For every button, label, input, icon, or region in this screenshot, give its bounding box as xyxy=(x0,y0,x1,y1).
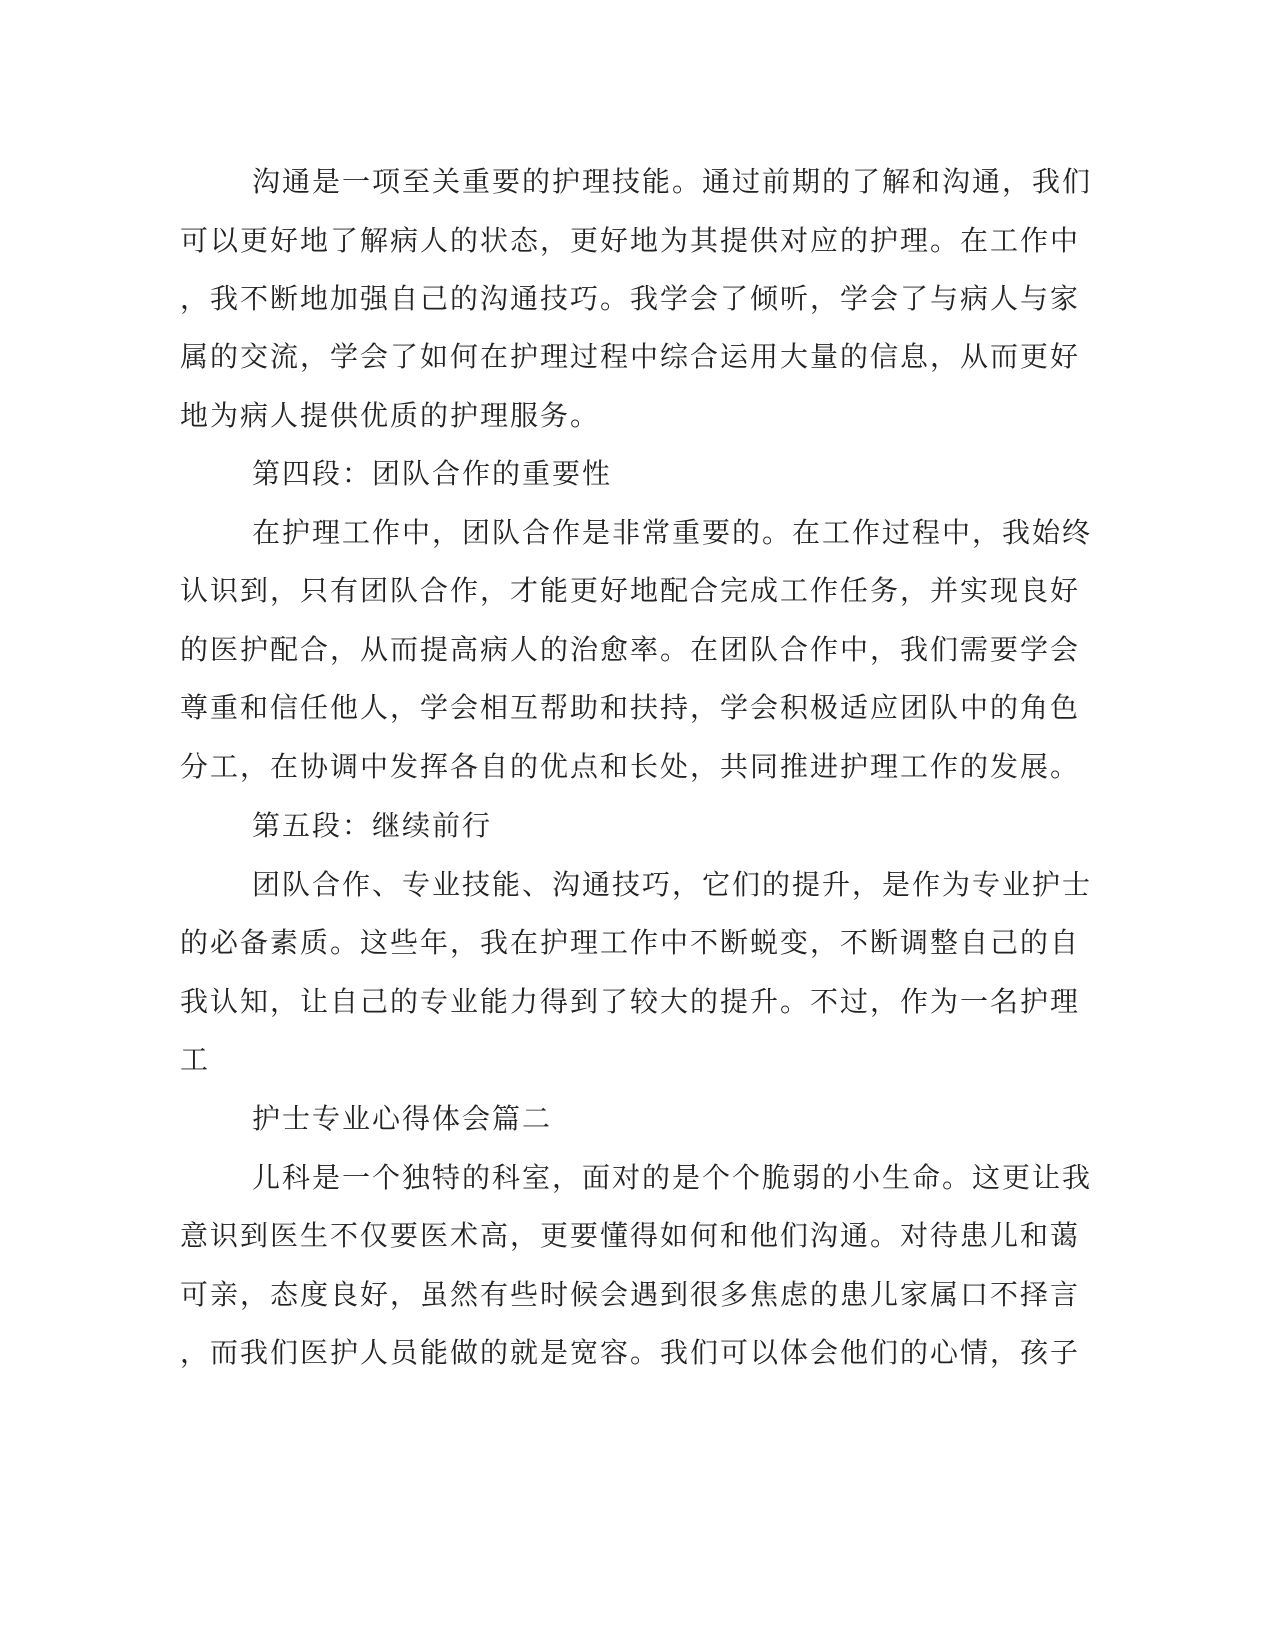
text-line: 沟通是一项至关重要的护理技能。通过前期的了解和沟通，我们 xyxy=(252,165,1093,198)
text-line: 分工，在协调中发挥各自的优点和长处，共同推进护理工作的发展。 xyxy=(180,750,1081,783)
text-line: 的必备素质。这些年，我在护理工作中不断蜕变，不断调整自己的自 xyxy=(180,926,1081,959)
section-heading: 第四段：团队合作的重要性 xyxy=(252,457,613,490)
section-heading: 护士专业心得体会篇二 xyxy=(252,1102,553,1135)
section-heading: 第五段：继续前行 xyxy=(252,809,493,842)
text-line: 儿科是一个独特的科室，面对的是个个脆弱的小生命。这更让我 xyxy=(252,1161,1093,1194)
text-line: 认识到，只有团队合作，才能更好地配合完成工作任务，并实现良好 xyxy=(180,574,1081,607)
text-line: 可亲，态度良好，虽然有些时候会遇到很多焦虑的患儿家属口不择言 xyxy=(180,1278,1081,1311)
text-line: 我认知，让自己的专业能力得到了较大的提升。不过，作为一名护理 xyxy=(180,985,1081,1018)
text-line: 地为病人提供优质的护理服务。 xyxy=(180,399,601,432)
text-line: 可以更好地了解病人的状态，更好地为其提供对应的护理。在工作中 xyxy=(180,224,1081,257)
text-line: 的医护配合，从而提高病人的治愈率。在团队合作中，我们需要学会 xyxy=(180,633,1081,666)
text-line: 属的交流，学会了如何在护理过程中综合运用大量的信息，从而更好 xyxy=(180,340,1081,373)
text-line: 在护理工作中，团队合作是非常重要的。在工作过程中，我始终 xyxy=(252,516,1093,549)
text-line: ，我不断地加强自己的沟通技巧。我学会了倾听，学会了与病人与家 xyxy=(180,282,1081,315)
text-line: 工 xyxy=(180,1043,211,1076)
text-line: 团队合作、专业技能、沟通技巧，它们的提升，是作为专业护士 xyxy=(252,868,1093,901)
text-line: 尊重和信任他人，学会相互帮助和扶持，学会积极适应团队中的角色 xyxy=(180,691,1081,724)
text-line: ，而我们医护人员能做的就是宽容。我们可以体会他们的心情，孩子 xyxy=(180,1336,1081,1369)
text-line: 意识到医生不仅要医术高，更要懂得如何和他们沟通。对待患儿和蔼 xyxy=(180,1219,1081,1252)
